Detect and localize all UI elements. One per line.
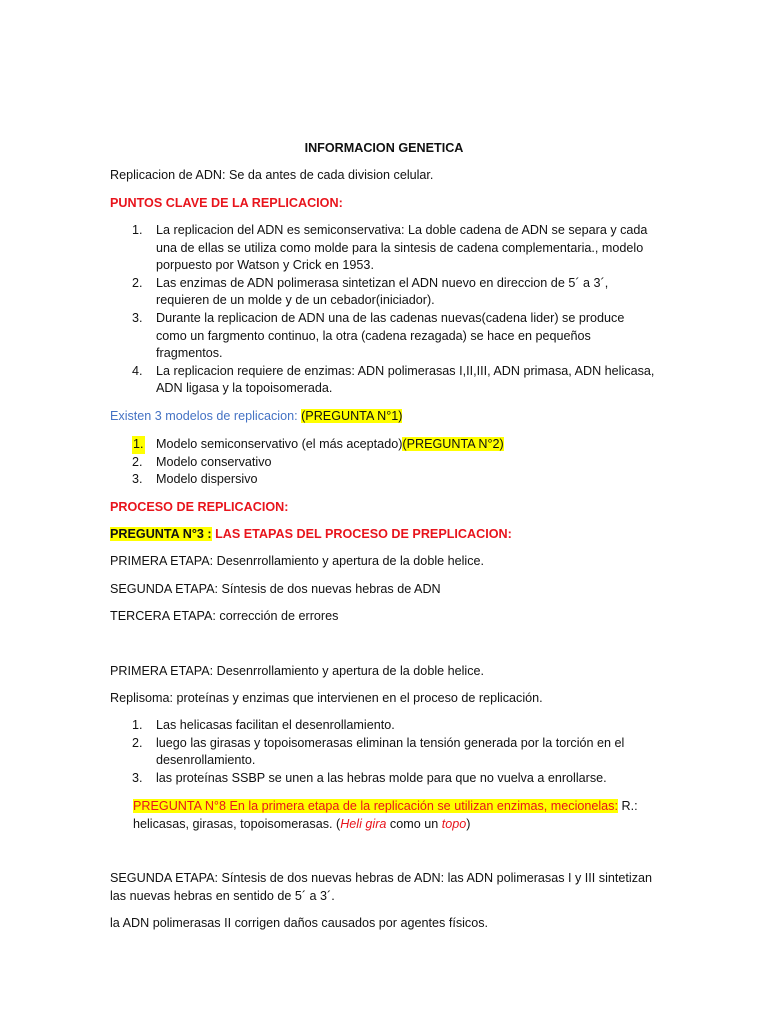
question-1-highlight: (PREGUNTA N°1) xyxy=(301,409,403,423)
question-8-highlight: PREGUNTA N°8 En la primera etapa de la replicación se utilizan enzimas, mecionelas: xyxy=(133,799,618,813)
stage-1-heading: PRIMERA ETAPA: Desenrrollamiento y apertura de la doble helice. xyxy=(110,664,485,678)
models-list xyxy=(110,436,655,489)
question-2-highlight: (PREGUNTA N°2) xyxy=(402,437,504,451)
stage-line: TERCERA ETAPA: corrección de errores xyxy=(110,609,339,623)
list-item: 3. Durante la replicacion de ADN una de las cadenas nuevas(cadena lider) se produce como un fargmento continuo, la otra (cadena rezagada) se hace en pequeños fragmentos. xyxy=(132,310,625,361)
list-item: 1. La replicacion del ADN es semiconservativa: La doble cadena de ADN se separa y cada una de ellas se utiliza como molde para la sintesis de cadena complementaria., modelo porpuesto por Watson y Crick en 1953. xyxy=(132,223,648,273)
list-item: 1. Las helicasas facilitan el desenrollamiento. xyxy=(132,718,395,732)
models-intro: Existen 3 modelos de replicacion: (PREGUNTA N°1) xyxy=(110,409,403,423)
question-3-line: PREGUNTA N°3 : LAS ETAPAS DEL PROCESO DE PREPLICACION: xyxy=(110,527,512,541)
polimerasa-paragraph: la ADN polimerasas II corrigen daños causados por agentes físicos. xyxy=(110,916,489,930)
question-8-paragraph: PREGUNTA N°8 En la primera etapa de la replicación se utilizan enzimas, mecionelas: R.: helicasas, girasas, topoisomerasas. (Heli gira como un topo) xyxy=(133,799,638,831)
intro-paragraph: Replicacion de ADN: Se da antes de cada division celular. xyxy=(110,168,434,182)
key-points-heading: PUNTOS CLAVE DE LA REPLICACION: xyxy=(110,196,343,210)
list-item: 3. las proteínas SSBP se unen a las hebras molde para que no vuelva a enrollarse. xyxy=(132,770,607,785)
replisoma-list xyxy=(110,717,655,787)
stage-2-paragraph: SEGUNDA ETAPA: Síntesis de dos nuevas hebras de ADN: las ADN polimerasas I y III sintetizan las nuevas hebras en sentido de 5´ a 3´. xyxy=(110,871,653,903)
list-item: 1. Modelo semiconservativo (el más aceptado)(PREGUNTA N°2) xyxy=(110,436,655,454)
document-title: INFORMACION GENETICA xyxy=(304,141,464,155)
stage-line: SEGUNDA ETAPA: Síntesis de dos nuevas hebras de ADN xyxy=(110,582,441,596)
question-3-label: PREGUNTA N°3 : xyxy=(110,527,212,541)
list-item: 3. Modelo dispersivo xyxy=(132,472,258,487)
list-item: 2. Modelo conservativo xyxy=(132,454,272,469)
stage-line: PRIMERA ETAPA: Desenrrollamiento y apertura de la doble helice. xyxy=(110,554,485,568)
list-item: 2. Las enzimas de ADN polimerasa sintetizan el ADN nuevo en direccion de 5´ a 3´, requieren de un molde y de un cebador(iniciador). xyxy=(132,275,609,308)
list-item: 2. luego las girasas y topoisomerasas eliminan la tensión generada por la torción en el desenrollamiento. xyxy=(132,735,625,768)
list-item: 4. La replicacion requiere de enzimas: ADN polimerasas I,II,III, ADN primasa, ADN helicasa, ADN ligasa y la topoisomerada. xyxy=(132,363,655,396)
process-heading: PROCESO DE REPLICACION: xyxy=(110,500,289,514)
key-points-list xyxy=(110,222,655,398)
replisoma-paragraph: Replisoma: proteínas y enzimas que intervienen en el proceso de replicación. xyxy=(110,691,543,705)
